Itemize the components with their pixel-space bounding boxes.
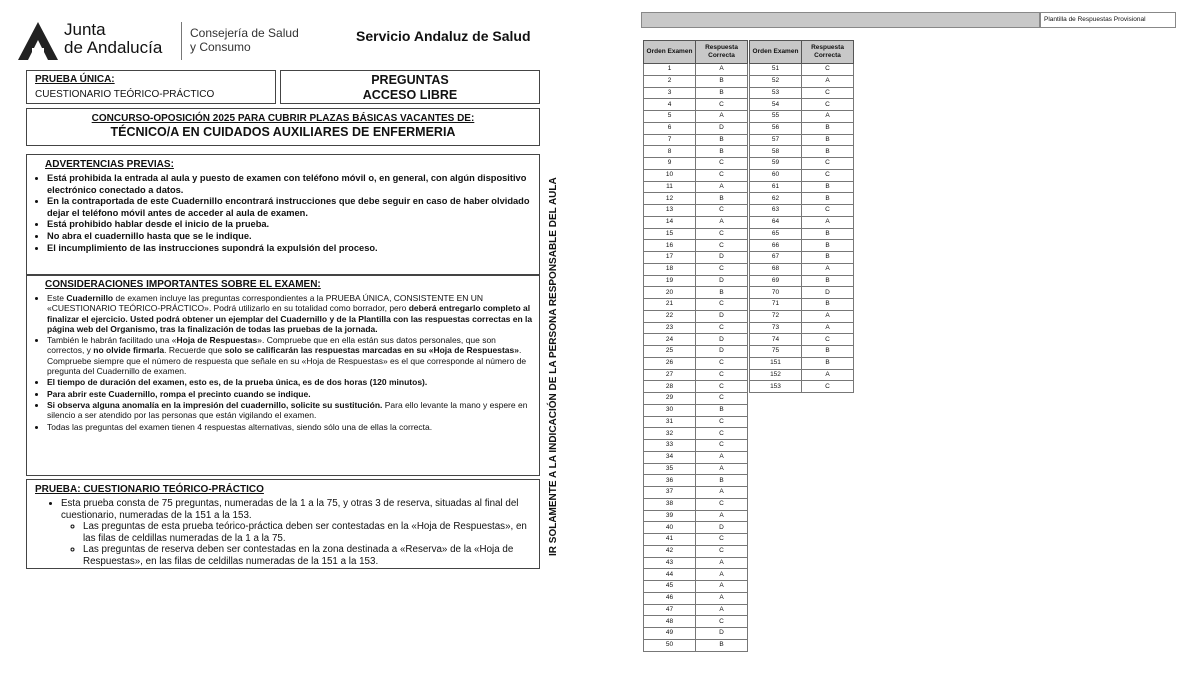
question-number: 42 [644,545,696,557]
question-number: 74 [750,334,802,346]
list-item: • No abra el cuadernillo hasta que se le indique. [47,231,533,243]
question-number: 62 [750,193,802,205]
correct-answer: A [802,111,854,123]
question-number: 46 [644,592,696,604]
correct-answer: D [696,310,748,322]
question-number: 55 [750,111,802,123]
table-row [644,263,748,275]
table-row [644,252,748,264]
table-row [644,87,748,99]
table-row [644,581,748,593]
question-number: 61 [750,181,802,193]
correct-answer: A [802,216,854,228]
prueba-list [33,498,533,568]
question-number: 28 [644,381,696,393]
preguntas-label: PREGUNTAS [371,73,449,87]
service-name: Servicio Andaluz de Salud [356,28,531,44]
correct-answer: C [802,205,854,217]
table-row [644,275,748,287]
question-number: 57 [750,134,802,146]
concurso-title: CONCURSO-OPOSICIÓN 2025 PARA CUBRIR PLAZAS BÁSICAS VACANTES DE: [91,113,475,124]
correct-answer: B [696,75,748,87]
correct-answer: A [802,75,854,87]
correct-answer: C [696,616,748,628]
correct-answer: B [696,193,748,205]
table-row [644,158,748,170]
table-row [750,146,854,158]
table-row [644,557,748,569]
question-number: 11 [644,181,696,193]
question-number: 14 [644,216,696,228]
correct-answer: B [802,146,854,158]
table-row [644,299,748,311]
table-row [750,87,854,99]
question-number: 60 [750,169,802,181]
table-row [644,369,748,381]
correct-answer: A [802,369,854,381]
question-number: 21 [644,299,696,311]
table-row [644,463,748,475]
table-row [644,510,748,522]
correct-answer: B [802,357,854,369]
question-number: 20 [644,287,696,299]
advertencias-list [33,173,533,254]
prueba-label: PRUEBA ÚNICA: [35,74,115,85]
advertencias-title: ADVERTENCIAS PREVIAS: [45,159,174,170]
table-row [644,99,748,111]
correct-answer: C [802,334,854,346]
question-number: 66 [750,240,802,252]
table-row [750,122,854,134]
concurso-box [26,108,540,146]
correct-answer: C [696,393,748,405]
correct-answer: A [696,111,748,123]
correct-answer: A [696,604,748,616]
question-number: 32 [644,428,696,440]
correct-answer: D [696,628,748,640]
correct-answer: D [696,122,748,134]
correct-answer: B [802,275,854,287]
question-number: 41 [644,534,696,546]
question-number: 6 [644,122,696,134]
question-number: 3 [644,87,696,99]
correct-answer: B [696,146,748,158]
table-row [644,169,748,181]
question-number: 18 [644,263,696,275]
table-row [750,263,854,275]
table-row [644,287,748,299]
consideraciones-box [26,274,540,476]
question-number: 70 [750,287,802,299]
table-row [644,451,748,463]
prueba-unica-box [26,70,276,104]
list-item: • Este Cuadernillo de examen incluye las preguntas correspondientes a la PRUEBA ÚNICA, CONSISTENTE EN UN «CUESTIONARIO TEÓRICO-PRÁCTICO». Podrá utilizarlo en su totalidad como borrador, pero deberá entregarlo completo al finalizar el ejercicio. Usted podrá obtener un ejemplar del Cuadernillo y de la Plantilla con las respuestas correctas en la página web del Organismo, tras la finalización de todas las pruebas de la jornada. [47,293,533,334]
correct-answer: A [696,487,748,499]
question-number: 23 [644,322,696,334]
question-number: 35 [644,463,696,475]
question-number: 22 [644,310,696,322]
department-line2: y Consumo [190,40,251,54]
table-row [644,134,748,146]
table-row [644,334,748,346]
correct-answer: A [696,181,748,193]
table-row [644,146,748,158]
table-row [750,369,854,381]
correct-answer: C [802,381,854,393]
question-number: 37 [644,487,696,499]
correct-answer: A [696,581,748,593]
correct-answer: B [802,240,854,252]
question-number: 54 [750,99,802,111]
table-row [750,181,854,193]
table-row [644,75,748,87]
table-row [644,639,748,651]
question-number: 15 [644,228,696,240]
table-row [750,381,854,393]
question-number: 12 [644,193,696,205]
correct-answer: B [696,404,748,416]
column-header-respuesta: Respuesta Correcta [696,41,748,64]
table-row [644,592,748,604]
correct-answer: C [696,498,748,510]
question-number: 51 [750,64,802,76]
question-number: 67 [750,252,802,264]
vertical-side-text: IR SOLAMENTE A LA INDICACIÓN DE LA PERSONA RESPONSABLE DEL AULA [548,177,559,556]
correct-answer: C [696,228,748,240]
preguntas-box [280,70,540,104]
table-row [750,111,854,123]
question-number: 2 [644,75,696,87]
question-number: 34 [644,451,696,463]
question-number: 16 [644,240,696,252]
table-row [644,569,748,581]
table-row [644,487,748,499]
table-row [644,498,748,510]
table-row [644,475,748,487]
question-number: 8 [644,146,696,158]
correct-answer: D [802,287,854,299]
correct-answer: C [802,158,854,170]
list-item: • Está prohibido hablar desde el inicio de la prueba. [47,219,533,231]
correct-answer: B [802,122,854,134]
question-number: 151 [750,357,802,369]
table-row [750,287,854,299]
question-number: 47 [644,604,696,616]
question-number: 19 [644,275,696,287]
correct-answer: C [802,99,854,111]
table-row [750,322,854,334]
question-number: 72 [750,310,802,322]
table-row [644,228,748,240]
list-item: • También le habrán facilitado una «Hoja de Respuestas». Compruebe que en ella están sus datos personales, que son correctos, y no olvide firmarla. Recuerde que solo se calificarán las respuestas marcadas en su «Hoja de Respuestas». Compruebe siempre que el número de respuesta que señale en su «Hoja de Respuestas» es el que corresponde al número de pregunta del Cuadernillo de examen. [47,335,533,376]
table-row [750,299,854,311]
table-row [750,75,854,87]
correct-answer: C [696,428,748,440]
correct-answer: A [696,510,748,522]
question-number: 71 [750,299,802,311]
correct-answer: B [802,252,854,264]
question-number: 56 [750,122,802,134]
table-row [644,357,748,369]
brand-name-line1: Junta [64,20,106,39]
list-item: • Para abrir este Cuadernillo, rompa el precinto cuando se indique. [47,389,533,399]
list-item: • Si observa alguna anomalía en la impresión del cuadernillo, solicite su sustitución. Para ello levante la mano y espere en silencio a ser atendido por las personas que están vigilando el examen. [47,400,533,421]
consideraciones-list [33,293,533,432]
table-row [644,534,748,546]
question-number: 36 [644,475,696,487]
correct-answer: C [696,299,748,311]
table-row [644,522,748,534]
answer-sheet-header-bar [641,12,1040,28]
question-number: 153 [750,381,802,393]
prueba-value: CUESTIONARIO TEÓRICO-PRÁCTICO [35,89,215,100]
correct-answer: C [696,169,748,181]
prueba-box [26,479,540,569]
correct-answer: B [696,287,748,299]
correct-answer: C [696,381,748,393]
correct-answer: B [696,87,748,99]
question-number: 64 [750,216,802,228]
table-row [750,64,854,76]
question-number: 17 [644,252,696,264]
correct-answer: D [696,522,748,534]
answer-table-2 [749,40,854,393]
question-number: 40 [644,522,696,534]
table-row [750,334,854,346]
correct-answer: C [696,240,748,252]
correct-answer: C [696,158,748,170]
question-number: 53 [750,87,802,99]
table-row [644,346,748,358]
table-row [644,381,748,393]
question-number: 27 [644,369,696,381]
list-item: • Está prohibida la entrada al aula y puesto de examen con teléfono móvil o, en general, con algún dispositivo electrónico conectado a datos. [47,173,533,196]
correct-answer: C [696,416,748,428]
table-row [644,545,748,557]
list-item: • Todas las preguntas del examen tienen 4 respuestas alternativas, siendo sólo una de ellas la correcta. [47,422,533,432]
table-row [644,111,748,123]
correct-answer: A [802,322,854,334]
correct-answer: B [802,299,854,311]
table-row [750,240,854,252]
table-row [644,416,748,428]
table-row [750,134,854,146]
correct-answer: A [802,263,854,275]
correct-answer: B [696,639,748,651]
acceso-label: ACCESO LIBRE [362,88,458,102]
question-number: 44 [644,569,696,581]
question-number: 49 [644,628,696,640]
correct-answer: C [802,169,854,181]
question-number: 5 [644,111,696,123]
question-number: 24 [644,334,696,346]
exam-cover-page [16,12,576,567]
correct-answer: C [696,545,748,557]
correct-answer: C [696,534,748,546]
table-row [750,310,854,322]
correct-answer: B [802,228,854,240]
question-number: 68 [750,263,802,275]
question-number: 65 [750,228,802,240]
table-row [644,404,748,416]
table-row [644,440,748,452]
table-row [644,322,748,334]
correct-answer: B [802,181,854,193]
table-row [750,252,854,264]
correct-answer: A [696,451,748,463]
table-row [644,393,748,405]
correct-answer: D [696,252,748,264]
question-number: 50 [644,639,696,651]
table-row [644,604,748,616]
correct-answer: A [802,310,854,322]
table-row [644,240,748,252]
question-number: 45 [644,581,696,593]
table-row [644,310,748,322]
correct-answer: C [802,64,854,76]
correct-answer: B [802,346,854,358]
question-number: 26 [644,357,696,369]
header-divider [181,22,182,60]
table-row [750,346,854,358]
table-row [644,628,748,640]
table-row [644,205,748,217]
categoria-title: TÉCNICO/A EN CUIDADOS AUXILIARES DE ENFERMERIA [110,125,456,139]
list-item: • El tiempo de duración del examen, esto es, de la prueba única, es de dos horas (120 minutos). [47,377,533,387]
column-header-respuesta: Respuesta Correcta [802,41,854,64]
table-row [750,99,854,111]
question-number: 73 [750,322,802,334]
question-number: 43 [644,557,696,569]
question-number: 4 [644,99,696,111]
question-number: 152 [750,369,802,381]
correct-answer: D [696,346,748,358]
table-row [644,122,748,134]
correct-answer: A [696,592,748,604]
correct-answer: B [696,134,748,146]
question-number: 38 [644,498,696,510]
correct-answer: C [696,99,748,111]
question-number: 63 [750,205,802,217]
question-number: 33 [644,440,696,452]
list-item: • El incumplimiento de las instrucciones supondrá la expulsión del proceso. [47,243,533,255]
correct-answer: B [696,475,748,487]
consideraciones-title: CONSIDERACIONES IMPORTANTES SOBRE EL EXAMEN: [45,279,321,290]
correct-answer: A [696,463,748,475]
correct-answer: A [696,557,748,569]
table-row [750,205,854,217]
correct-answer: C [696,205,748,217]
table-row [644,616,748,628]
correct-answer: C [696,322,748,334]
table-row [644,216,748,228]
correct-answer: C [696,263,748,275]
correct-answer: B [802,134,854,146]
table-row [750,216,854,228]
question-number: 48 [644,616,696,628]
question-number: 9 [644,158,696,170]
column-header-orden: Orden Examen [644,41,696,64]
question-number: 25 [644,346,696,358]
question-number: 39 [644,510,696,522]
question-number: 13 [644,205,696,217]
correct-answer: B [802,193,854,205]
question-number: 29 [644,393,696,405]
table-row [750,193,854,205]
list-item: ◦ Las preguntas de esta prueba teórico-práctica deben ser contestadas en la «Hoja de Respuestas», en las filas de celdillas numeradas de la 1 a la 75. [83,521,533,544]
correct-answer: C [802,87,854,99]
question-number: 1 [644,64,696,76]
list-item: • Esta prueba consta de 75 preguntas, numeradas de la 1 a la 75, y otras 3 de reserva, situadas al final del cuestionario, numeradas de la 151 a la 153. ◦ Las preguntas de esta prueba teórico-práctica deben ser contestadas en la «Hoja de Respuestas», en las filas de celdillas numeradas de la 1 a la 75. ◦ Las preguntas de reserva deben ser contestadas en la zona destinada a «Reserva» de la «Hoja de Respuestas», en las filas de celdillas numeradas de la 151 a la 153. [61,498,533,568]
junta-andalucia-logo-icon [18,22,58,60]
question-number: 58 [750,146,802,158]
table-row [644,64,748,76]
table-row [750,158,854,170]
correct-answer: C [696,440,748,452]
table-row [644,428,748,440]
answer-sheet-title: Plantilla de Respuestas Provisional [1040,12,1176,28]
column-header-orden: Orden Examen [750,41,802,64]
table-row [750,275,854,287]
correct-answer: C [696,357,748,369]
advertencias-box [26,154,540,276]
table-row [644,193,748,205]
question-number: 75 [750,346,802,358]
correct-answer: D [696,275,748,287]
table-row [644,181,748,193]
correct-answer: A [696,64,748,76]
answer-table-1 [643,40,748,652]
correct-answer: D [696,334,748,346]
table-row [750,169,854,181]
correct-answer: C [696,369,748,381]
question-number: 69 [750,275,802,287]
correct-answer: A [696,216,748,228]
department-line1: Consejería de Salud [190,26,299,40]
table-row [750,357,854,369]
question-number: 30 [644,404,696,416]
correct-answer: A [696,569,748,581]
question-number: 52 [750,75,802,87]
list-item: • En la contraportada de este Cuadernillo encontrará instrucciones que debe seguir en caso de haber olvidado dejar el teléfono móvil antes de acceder al aula de examen. [47,196,533,219]
list-item: ◦ Las preguntas de reserva deben ser contestadas en la zona destinada a «Reserva» de la «Hoja de Respuestas», en las filas de celdillas numeradas de la 151 a la 153. [83,544,533,567]
question-number: 59 [750,158,802,170]
question-number: 7 [644,134,696,146]
question-number: 31 [644,416,696,428]
brand-name-line2: de Andalucía [64,38,163,57]
table-row [750,228,854,240]
question-number: 10 [644,169,696,181]
prueba-title: PRUEBA: CUESTIONARIO TEÓRICO-PRÁCTICO [35,484,264,495]
